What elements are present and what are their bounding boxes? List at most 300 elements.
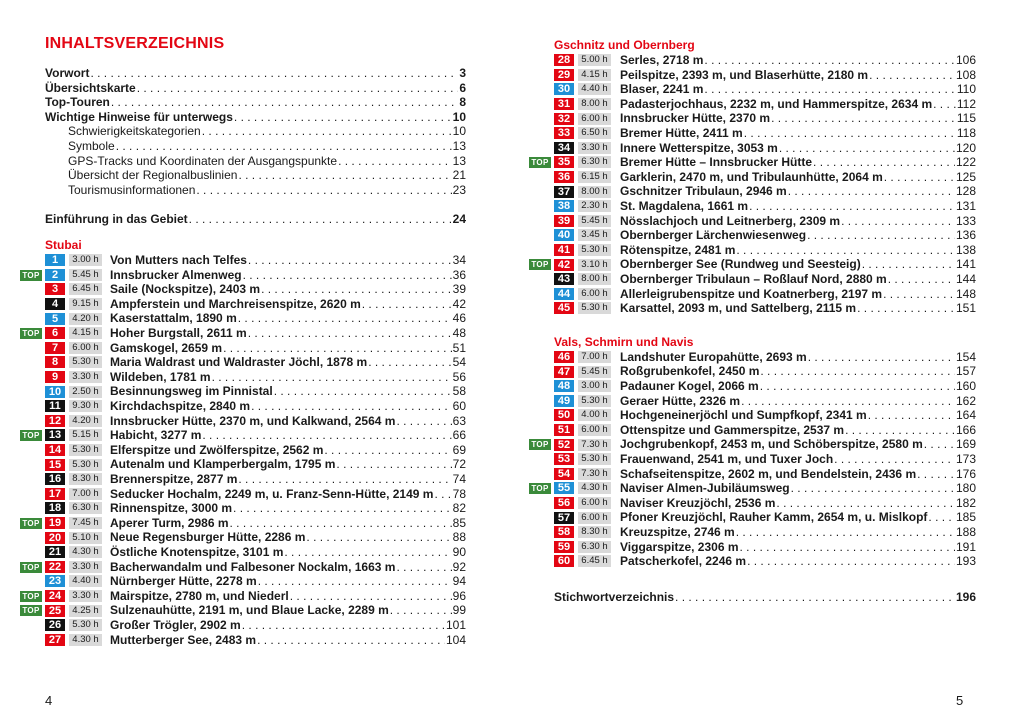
- walking-time: 4.20 h: [69, 313, 102, 325]
- tour-number-badge: 29: [554, 69, 574, 81]
- tour-entry[interactable]: [510, 111, 1020, 126]
- tour-entry[interactable]: [510, 510, 1020, 525]
- entry-title: Autenalm und Klamperbergalm, 1795 m: [110, 457, 336, 472]
- tour-entry[interactable]: [0, 268, 510, 283]
- leader-dots: [223, 341, 452, 356]
- tour-entry[interactable]: [0, 282, 510, 297]
- leader-dots: [274, 384, 452, 399]
- tour-title-line: [620, 394, 976, 409]
- leader-dots: [324, 443, 451, 458]
- leader-dots: [808, 350, 955, 365]
- tour-entry[interactable]: [0, 545, 510, 560]
- tour-entry[interactable]: [510, 350, 1020, 365]
- leader-dots: [917, 467, 955, 482]
- walking-time: 3.45 h: [578, 229, 611, 241]
- entry-title: Frauenwand, 2541 m, und Tuxer Joch: [620, 452, 834, 466]
- walking-time: 8.00 h: [578, 273, 611, 285]
- tour-entry[interactable]: [510, 243, 1020, 258]
- entry-page: 10: [452, 124, 466, 139]
- tour-entry[interactable]: [510, 214, 1020, 229]
- leader-dots: [116, 139, 452, 154]
- entry-title: Bremer Hütte, 2411 m: [620, 126, 743, 140]
- walking-time: 6.00 h: [578, 497, 611, 509]
- entry-page: 164: [955, 408, 976, 423]
- tour-title-line: [110, 457, 466, 472]
- tour-entry[interactable]: [510, 272, 1020, 287]
- tour-number-badge: 25: [45, 605, 65, 617]
- entry-title: Gamskogel, 2659 m: [110, 340, 223, 355]
- tour-title-line: [110, 268, 466, 283]
- entry-title: Neue Regensburger Hütte, 2286 m: [110, 530, 306, 545]
- entry-title: Obernberger Tribulaun – Roßlauf Nord, 2880 m: [620, 272, 887, 286]
- tour-title-line: [110, 516, 466, 531]
- toc-title: INHALTSVERZEICHNIS: [45, 35, 225, 52]
- leader-dots: [396, 414, 451, 429]
- walking-time: 4.30 h: [578, 482, 611, 494]
- walking-time: 4.30 h: [69, 546, 102, 558]
- tour-entry[interactable]: [0, 355, 510, 370]
- entry-title: Übersichtskarte: [45, 80, 136, 95]
- tour-entry[interactable]: [0, 516, 510, 531]
- tour-entry[interactable]: [0, 472, 510, 487]
- tour-title-line: [620, 350, 976, 365]
- tour-entry[interactable]: [0, 311, 510, 326]
- leader-dots: [396, 560, 451, 575]
- tour-title-line: [620, 272, 976, 287]
- entry-page: 125: [955, 169, 976, 184]
- walking-time: 5.45 h: [69, 269, 102, 281]
- walking-time: 7.30 h: [578, 439, 611, 451]
- tour-title-line: [620, 228, 976, 243]
- tour-title-line: [110, 399, 466, 414]
- entry-page: 115: [956, 111, 976, 126]
- tour-title-line: [620, 437, 976, 452]
- tour-entry[interactable]: [0, 603, 510, 618]
- tour-number-badge: 56: [554, 497, 574, 509]
- leader-dots: [390, 603, 452, 618]
- tour-entry[interactable]: [510, 452, 1020, 467]
- walking-time: 3.30 h: [69, 590, 102, 602]
- leader-dots: [760, 364, 955, 379]
- entry-page: 112: [956, 96, 976, 111]
- tour-entry[interactable]: [0, 370, 510, 385]
- leader-dots: [862, 257, 955, 272]
- entry-title: Von Mutters nach Telfes: [110, 253, 247, 267]
- top-badge: TOP: [20, 591, 42, 602]
- entry-title: Tourismusinformationen: [68, 182, 196, 197]
- entry-title: Padasterjochhaus, 2232 m, und Hammerspitze, 2634 m: [620, 96, 933, 111]
- leader-dots: [760, 379, 955, 394]
- tour-number-badge: 3: [45, 283, 65, 295]
- tour-number-badge: 46: [554, 351, 574, 363]
- walking-time: 4.40 h: [69, 575, 102, 587]
- entry-page: 92: [452, 559, 466, 574]
- entry-title: Bacherwandalm und Falbesoner Nockalm, 1663 m: [110, 559, 396, 574]
- entry-page: 72: [452, 457, 466, 472]
- tour-title-line: [110, 472, 466, 487]
- walking-time: 6.00 h: [69, 342, 102, 354]
- tour-entry[interactable]: [510, 199, 1020, 214]
- entry-page: 196: [955, 589, 976, 604]
- toc-entry[interactable]: [45, 110, 466, 125]
- entry-title: Nürnberger Hütte, 2278 m: [110, 574, 257, 589]
- tour-entry[interactable]: [0, 428, 510, 443]
- entry-page: 56: [452, 369, 466, 384]
- walking-time: 5.00 h: [578, 54, 611, 66]
- entry-page: 110: [956, 82, 976, 97]
- tour-title-line: [110, 501, 466, 516]
- tour-title-line: [620, 423, 976, 438]
- entry-title: Pfoner Kreuzjöchl, Rauher Kamm, 2654 m, u. Mislkopf: [620, 510, 928, 525]
- tour-entry[interactable]: [0, 399, 510, 414]
- walking-time: 6.45 h: [69, 283, 102, 295]
- entry-page: 51: [452, 340, 466, 355]
- tour-title-line: [110, 428, 466, 443]
- leader-dots: [928, 510, 955, 525]
- tour-title-line: [110, 545, 466, 560]
- entry-page: 191: [955, 539, 976, 554]
- walking-time: 5.30 h: [69, 444, 102, 456]
- tour-entry[interactable]: [0, 253, 510, 268]
- tour-entry[interactable]: [510, 364, 1020, 379]
- tour-number-badge: 48: [554, 380, 574, 392]
- entry-page: 74: [452, 472, 466, 486]
- section-title: Gschnitz und Obernberg: [554, 38, 695, 52]
- tour-entry[interactable]: [0, 297, 510, 312]
- tour-number-badge: 32: [554, 113, 574, 125]
- tour-title-line: [620, 467, 976, 482]
- top-badge: TOP: [529, 259, 551, 270]
- entry-page: 39: [452, 282, 466, 297]
- entry-page: 101: [445, 618, 466, 632]
- tour-title-line: [620, 379, 976, 394]
- toc-entry[interactable]: [45, 95, 466, 110]
- walking-time: 9.30 h: [69, 400, 102, 412]
- entry-title: Rötenspitze, 2481 m: [620, 242, 736, 257]
- entry-page: 58: [452, 384, 466, 399]
- leader-dots: [90, 66, 458, 81]
- toc-entry[interactable]: [68, 139, 466, 154]
- tour-entry[interactable]: [510, 184, 1020, 199]
- tour-number-badge: 45: [554, 302, 574, 314]
- entry-page: 154: [955, 349, 976, 364]
- leader-dots: [238, 472, 451, 487]
- tour-title-line: [620, 53, 976, 68]
- tour-title-line: [620, 184, 976, 199]
- tour-title-line: [620, 155, 976, 170]
- entry-page: 185: [955, 510, 976, 525]
- tour-number-badge: 15: [45, 459, 65, 471]
- tour-entry[interactable]: [510, 257, 1020, 272]
- tour-entry[interactable]: [510, 423, 1020, 438]
- tour-entry[interactable]: [510, 301, 1020, 316]
- tour-number-badge: 42: [554, 259, 574, 271]
- tour-entry[interactable]: [510, 170, 1020, 185]
- leader-dots: [238, 168, 451, 183]
- tour-entry[interactable]: [0, 384, 510, 399]
- entry-page: 166: [955, 422, 976, 437]
- entry-page: 8: [459, 95, 466, 110]
- entry-page: 118: [956, 126, 976, 140]
- leader-dots: [212, 370, 452, 385]
- walking-time: 4.25 h: [69, 605, 102, 617]
- entry-title: Serles, 2718 m: [620, 53, 704, 67]
- tour-entry[interactable]: [0, 589, 510, 604]
- entry-page: 144: [955, 272, 976, 286]
- entry-title: Wildeben, 1781 m: [110, 369, 211, 384]
- leader-dots: [251, 399, 452, 414]
- walking-time: 6.00 h: [578, 512, 611, 524]
- entry-title: Patscherkofel, 2246 m: [620, 554, 747, 569]
- tour-number-badge: 7: [45, 342, 65, 354]
- entry-page: 90: [452, 545, 466, 559]
- tour-number-badge: 4: [45, 298, 65, 310]
- leader-dots: [230, 516, 452, 531]
- tour-number-badge: 34: [554, 142, 574, 154]
- tour-title-line: [620, 170, 976, 185]
- tour-title-line: [110, 384, 466, 399]
- tour-number-badge: 11: [45, 400, 65, 412]
- tour-number-badge: 24: [45, 590, 65, 602]
- tour-entry[interactable]: [510, 228, 1020, 243]
- tour-title-line: [110, 443, 466, 458]
- walking-time: 5.30 h: [69, 356, 102, 368]
- tour-title-line: [620, 301, 976, 316]
- section-title-stubai: Stubai: [45, 238, 82, 252]
- walking-time: 8.30 h: [69, 473, 102, 485]
- tour-entry[interactable]: [510, 467, 1020, 482]
- entry-title: Ampferstein und Marchreisenspitze, 2620 m: [110, 296, 361, 311]
- tour-number-badge: 49: [554, 395, 574, 407]
- leader-dots: [189, 212, 452, 227]
- walking-time: 5.30 h: [69, 619, 102, 631]
- tour-title-line: [620, 126, 976, 141]
- entry-page: 173: [955, 452, 976, 466]
- entry-title: Brennerspitze, 2877 m: [110, 472, 238, 486]
- entry-title: Kirchdachspitze, 2840 m: [110, 399, 251, 413]
- walking-time: 5.30 h: [69, 459, 102, 471]
- tour-title-line: [110, 414, 466, 429]
- entry-page: 108: [955, 67, 976, 82]
- leader-dots: [788, 184, 955, 199]
- walking-time: 6.00 h: [578, 288, 611, 300]
- tour-number-badge: 36: [554, 171, 574, 183]
- walking-time: 4.20 h: [69, 415, 102, 427]
- leader-dots: [202, 124, 452, 139]
- leader-dots: [362, 297, 452, 312]
- tour-number-badge: 2: [45, 269, 65, 281]
- tour-entry[interactable]: [0, 618, 510, 633]
- leader-dots: [284, 545, 451, 560]
- tour-entry[interactable]: [510, 408, 1020, 423]
- entry-title: Innsbrucker Almenweg: [110, 267, 242, 282]
- leader-dots: [834, 452, 955, 467]
- tour-entry[interactable]: [0, 574, 510, 589]
- leader-dots: [336, 457, 451, 472]
- entry-title: Viggarspitze, 2306 m: [620, 539, 739, 554]
- toc-entry[interactable]: [68, 124, 466, 139]
- page-number-right: 5: [956, 693, 964, 708]
- tour-number-badge: 16: [45, 473, 65, 485]
- tour-entry[interactable]: [510, 554, 1020, 569]
- walking-time: 7.45 h: [69, 517, 102, 529]
- tour-entry[interactable]: [510, 126, 1020, 141]
- walking-time: 2.30 h: [578, 200, 611, 212]
- tour-title-line: [620, 199, 976, 214]
- entry-page: 63: [452, 413, 466, 428]
- entry-page: 13: [452, 139, 466, 153]
- section-title: Vals, Schmirn und Navis: [554, 334, 694, 349]
- toc-entry[interactable]: [68, 183, 466, 198]
- leader-dots: [888, 272, 955, 287]
- tour-title-line: [110, 282, 466, 297]
- tour-entry[interactable]: [510, 394, 1020, 409]
- entry-page: 136: [955, 228, 976, 243]
- toc-entry[interactable]: [68, 154, 466, 169]
- toc-entry[interactable]: [45, 81, 466, 96]
- tour-number-badge: 9: [45, 371, 65, 383]
- tour-entry[interactable]: [510, 540, 1020, 555]
- leader-dots: [791, 481, 955, 496]
- leader-dots: [740, 540, 955, 555]
- walking-time: 5.30 h: [578, 453, 611, 465]
- tour-entry[interactable]: [0, 414, 510, 429]
- entry-page: 99: [452, 603, 466, 618]
- entry-title: Padauner Kogel, 2066 m: [620, 379, 759, 393]
- entry-page: 96: [452, 588, 466, 603]
- tour-number-badge: 5: [45, 313, 65, 325]
- leader-dots: [257, 633, 445, 648]
- tour-entry[interactable]: [510, 496, 1020, 511]
- tour-number-badge: 12: [45, 415, 65, 427]
- entry-title: Obernberger See (Rundweg und Seesteig): [620, 257, 861, 272]
- tour-number-badge: 30: [554, 83, 574, 95]
- tour-entry[interactable]: [0, 457, 510, 472]
- toc-entry[interactable]: [45, 212, 466, 227]
- leader-dots: [234, 110, 452, 125]
- entry-page: 106: [955, 53, 976, 67]
- tour-entry[interactable]: [510, 525, 1020, 540]
- tour-title-line: [110, 633, 466, 648]
- walking-time: 5.10 h: [69, 532, 102, 544]
- tour-entry[interactable]: [510, 481, 1020, 496]
- tour-number-badge: 47: [554, 366, 574, 378]
- entry-page: 6: [459, 80, 466, 95]
- leader-dots: [741, 394, 955, 409]
- entry-page: 10: [452, 109, 466, 124]
- top-badge: TOP: [529, 483, 551, 494]
- index-entry[interactable]: [554, 590, 976, 605]
- tour-entry[interactable]: [0, 530, 510, 545]
- walking-time: 5.30 h: [578, 395, 611, 407]
- tour-number-badge: 39: [554, 215, 574, 227]
- entry-title: Rinnenspitze, 3000 m: [110, 501, 233, 516]
- tour-number-badge: 28: [554, 54, 574, 66]
- entry-page: 104: [445, 632, 466, 647]
- tour-entry[interactable]: [510, 155, 1020, 170]
- tour-entry[interactable]: [510, 82, 1020, 97]
- leader-dots: [868, 408, 955, 423]
- walking-time: 5.30 h: [578, 244, 611, 256]
- entry-title: Blaser, 2241 m: [620, 82, 704, 97]
- entry-page: 160: [955, 379, 976, 393]
- walking-time: 5.30 h: [578, 302, 611, 314]
- entry-title: Großer Trögler, 2902 m: [110, 618, 241, 632]
- toc-entry[interactable]: [45, 66, 466, 81]
- entry-title: Karsattel, 2093 m, und Sattelberg, 2115 m: [620, 301, 857, 316]
- tour-number-badge: 43: [554, 273, 574, 285]
- entry-page: 157: [955, 364, 976, 379]
- tour-entry[interactable]: [510, 287, 1020, 302]
- tour-number-badge: 60: [554, 555, 574, 567]
- leader-dots: [857, 301, 955, 316]
- tour-number-badge: 55: [554, 482, 574, 494]
- tour-entry[interactable]: [510, 379, 1020, 394]
- tour-number-badge: 21: [45, 546, 65, 558]
- walking-time: 3.30 h: [69, 371, 102, 383]
- tour-entry[interactable]: [510, 53, 1020, 68]
- tour-number-badge: 1: [45, 254, 65, 266]
- entry-page: 162: [955, 393, 976, 408]
- walking-time: 6.30 h: [578, 541, 611, 553]
- tour-entry[interactable]: [510, 437, 1020, 452]
- tour-number-badge: 33: [554, 127, 574, 139]
- toc-entry[interactable]: [68, 168, 466, 183]
- entry-page: 66: [452, 428, 466, 443]
- tour-title-line: [110, 560, 466, 575]
- tour-entry[interactable]: [510, 141, 1020, 156]
- tour-title-line: [110, 311, 466, 326]
- leader-dots: [869, 68, 955, 83]
- tour-entry[interactable]: [0, 501, 510, 516]
- walking-time: 3.10 h: [578, 259, 611, 271]
- tour-title-line: [110, 618, 466, 633]
- entry-title: Geraer Hütte, 2326 m: [620, 393, 741, 408]
- leader-dots: [338, 154, 452, 169]
- walking-time: 5.45 h: [578, 366, 611, 378]
- tour-number-badge: 53: [554, 453, 574, 465]
- tour-entry[interactable]: [0, 560, 510, 575]
- entry-page: 188: [955, 525, 976, 539]
- entry-page: 46: [452, 311, 466, 326]
- entry-page: 78: [452, 486, 466, 501]
- tour-number-badge: 14: [45, 444, 65, 456]
- tour-entry[interactable]: [0, 341, 510, 356]
- tour-entry[interactable]: [510, 97, 1020, 112]
- leader-dots: [776, 496, 955, 511]
- tour-number-badge: 58: [554, 526, 574, 538]
- leader-dots: [924, 437, 955, 452]
- entry-page: 3: [459, 66, 466, 80]
- entry-title: Top-Touren: [45, 95, 110, 110]
- entry-title: Symbole: [68, 139, 115, 153]
- entry-page: 34: [452, 253, 466, 267]
- tour-entry[interactable]: [0, 487, 510, 502]
- tour-title-line: [110, 355, 466, 370]
- tour-entry[interactable]: [0, 326, 510, 341]
- tour-entry[interactable]: [510, 68, 1020, 83]
- entry-page: 182: [955, 495, 976, 510]
- walking-time: 6.00 h: [578, 424, 611, 436]
- tour-entry[interactable]: [0, 633, 510, 648]
- tour-entry[interactable]: [0, 443, 510, 458]
- leader-dots: [243, 268, 452, 283]
- top-badge: TOP: [20, 562, 42, 573]
- tour-title-line: [110, 370, 466, 385]
- entry-page: 133: [955, 213, 976, 228]
- tour-number-badge: 59: [554, 541, 574, 553]
- entry-title: Östliche Knotenspitze, 3101 m: [110, 545, 284, 559]
